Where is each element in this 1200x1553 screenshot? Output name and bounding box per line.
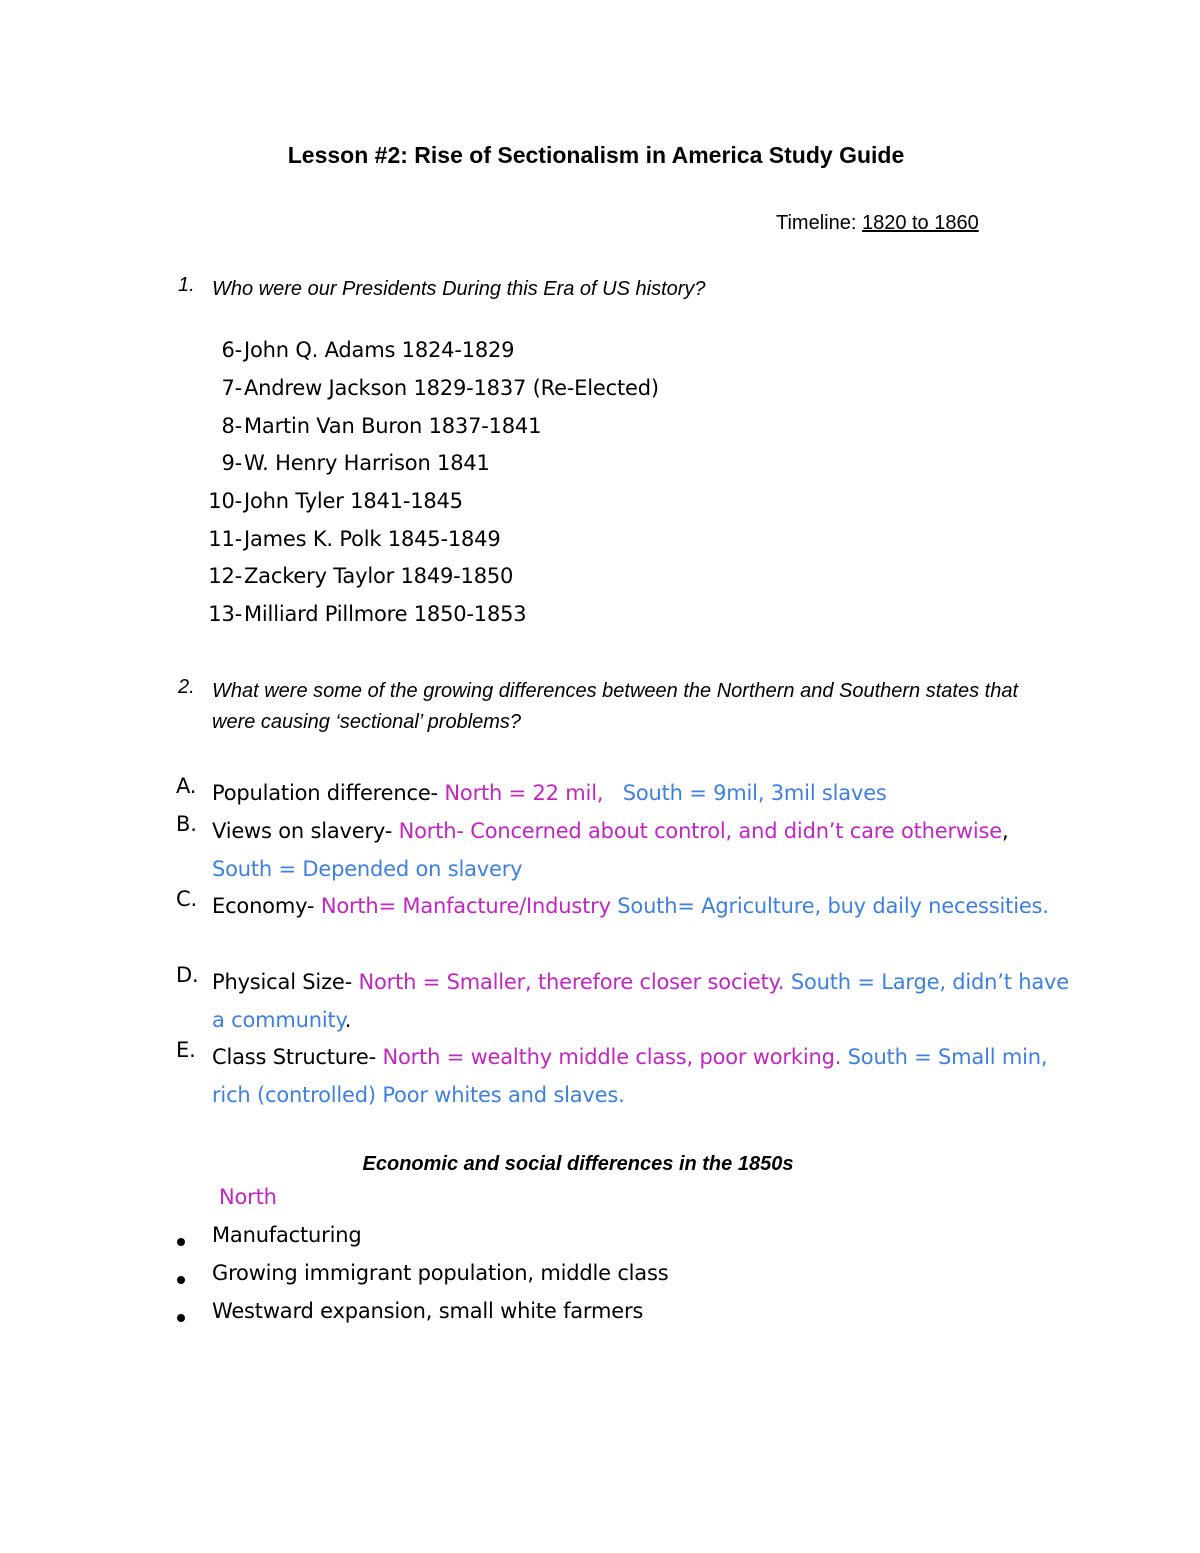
list-item-text: Westward expansion, small white farmers <box>212 1299 644 1323</box>
president-item <box>0 602 1200 640</box>
president-item <box>0 527 1200 565</box>
bullet-icon <box>177 1276 185 1284</box>
south-answer: South= Agriculture, buy daily necessities. <box>617 894 1049 918</box>
difference-letter: B. <box>176 812 197 836</box>
president-item <box>0 376 1200 414</box>
timeline <box>776 212 979 235</box>
difference-letter: E. <box>176 1038 196 1062</box>
president-text: James K. Polk 1845-1849 <box>244 527 501 551</box>
president-number: 8- <box>221 414 242 438</box>
difference-body <box>212 887 1072 925</box>
list-item <box>0 1223 1200 1261</box>
president-number: 12- <box>208 564 242 588</box>
list-item-text: Manufacturing <box>212 1223 362 1247</box>
page-title: Lesson #2: Rise of Sectionalism in America Study Guide <box>287 142 905 168</box>
president-text: Zackery Taylor 1849-1850 <box>244 564 514 588</box>
difference-label: Physical Size- <box>212 970 352 994</box>
president-number: 10- <box>208 489 242 513</box>
north-answer: North = wealthy middle class, poor working. <box>382 1045 842 1069</box>
north-answer: North- Concerned about control, and didn’t care otherwise <box>398 819 1002 843</box>
south-answer: South = Small min, rich (controlled) Poor whites and slaves. <box>212 1045 1048 1107</box>
difference-body <box>212 774 1072 812</box>
president-item <box>0 414 1200 452</box>
president-number: 6- <box>221 338 242 362</box>
president-text: John Q. Adams 1824-1829 <box>244 338 515 362</box>
difference-label: Class Structure- <box>212 1045 376 1069</box>
president-text: W. Henry Harrison 1841 <box>244 451 490 475</box>
president-text: John Tyler 1841-1845 <box>244 489 463 513</box>
difference-trail: . <box>344 1008 352 1032</box>
president-text: Milliard Pillmore 1850-1853 <box>244 602 527 626</box>
north-answer: North = Smaller, therefore closer society. <box>358 970 785 994</box>
president-number: 13- <box>208 602 242 626</box>
difference-label: Economy- <box>212 894 315 918</box>
president-number: 7- <box>221 376 242 400</box>
list-item <box>0 1299 1200 1337</box>
timeline-label: Timeline: <box>776 212 857 234</box>
north-answer: North= Manfacture/Industry <box>320 894 611 918</box>
president-item <box>0 451 1200 489</box>
president-item <box>0 564 1200 602</box>
president-item <box>0 338 1200 376</box>
question-2-text: What were some of the growing differences between the Northern and Southern states that were causing ‘sectional’ problems? <box>212 680 1019 733</box>
president-item <box>0 489 1200 527</box>
south-answer: South = Depended on slavery <box>212 857 523 881</box>
difference-body <box>212 1038 1072 1114</box>
question-1-number: 1. <box>178 274 195 296</box>
difference-letter: D. <box>176 963 199 987</box>
president-number: 9- <box>221 451 242 475</box>
question-2-number: 2. <box>178 676 195 698</box>
comma: , <box>1002 819 1009 843</box>
president-number: 11- <box>208 527 242 551</box>
difference-letter: C. <box>176 887 197 911</box>
difference-label: Views on slavery- <box>212 819 393 843</box>
timeline-value: 1820 to 1860 <box>861 212 979 234</box>
difference-label: Population difference- <box>212 781 438 805</box>
north-heading: North <box>219 1185 277 1209</box>
difference-body <box>212 812 1072 888</box>
difference-body <box>212 963 1072 1039</box>
bullet-icon <box>177 1314 185 1322</box>
south-answer: South = 9mil, 3mil slaves <box>622 781 887 805</box>
difference-letter: A. <box>176 774 197 798</box>
president-text: Andrew Jackson 1829-1837 (Re-Elected) <box>244 376 659 400</box>
section-heading: Economic and social differences in the 1850s <box>362 1153 794 1175</box>
bullet-icon <box>177 1238 185 1246</box>
south-answer: South = Large, didn’t have a community <box>212 970 1070 1032</box>
north-answer: North = 22 mil, <box>444 781 604 805</box>
question-1-text: Who were our Presidents During this Era of US history? <box>212 278 706 300</box>
list-item-text: Growing immigrant population, middle class <box>212 1261 669 1285</box>
list-item <box>0 1261 1200 1299</box>
president-text: Martin Van Buron 1837-1841 <box>244 414 542 438</box>
